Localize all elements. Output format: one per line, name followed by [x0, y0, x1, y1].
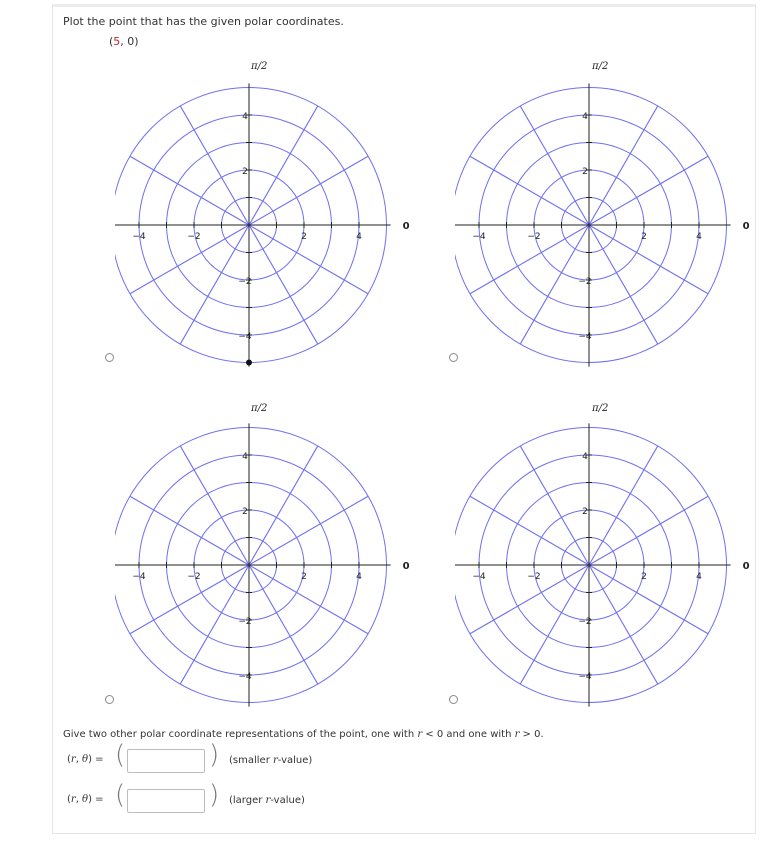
- polar-plot-a: [115, 75, 415, 375]
- zero-angle-label: 0: [742, 561, 750, 572]
- radial-line-150: [130, 156, 249, 225]
- close-paren: ): [209, 780, 220, 810]
- y-tick-label: −2: [578, 277, 592, 287]
- radial-line-300: [249, 565, 318, 684]
- open-paren: (: [115, 780, 126, 810]
- smaller-r-note: (smaller r-value): [229, 755, 313, 766]
- polar-plot-c: [115, 415, 415, 715]
- given-r-value: 5: [113, 35, 121, 48]
- radial-line-60: [249, 446, 318, 565]
- open-paren: (: [115, 740, 126, 770]
- pi-half-label-d: π/2: [592, 403, 609, 414]
- y-tick-label: −4: [238, 672, 252, 682]
- smaller-r-input[interactable]: [127, 749, 205, 773]
- radial-line-30: [589, 156, 708, 225]
- radial-line-300: [249, 225, 318, 344]
- radial-line-120: [520, 106, 589, 225]
- y-tick-label: −4: [238, 332, 252, 342]
- x-tick-label: −2: [527, 232, 541, 242]
- y-tick-label: 2: [242, 167, 248, 177]
- question-card: [52, 4, 756, 834]
- choice-radio-d[interactable]: [449, 695, 458, 704]
- y-tick-label: −4: [578, 672, 592, 682]
- x-tick-label: 2: [301, 232, 307, 242]
- radial-line-150: [470, 496, 589, 565]
- choice-radio-b[interactable]: [449, 353, 458, 362]
- r-symbol: r: [514, 729, 520, 740]
- x-tick-label: 2: [641, 572, 647, 582]
- radial-line-30: [249, 496, 368, 565]
- radial-line-120: [180, 446, 249, 565]
- larger-r-note: (larger r-value): [229, 795, 305, 806]
- r-theta-label: (r, θ) =: [67, 794, 104, 805]
- radial-line-330: [249, 225, 368, 294]
- pi-half-label-b: π/2: [592, 61, 609, 72]
- x-tick-label: −4: [472, 232, 486, 242]
- y-tick-label: 2: [582, 507, 588, 517]
- pi-half-label-a: π/2: [251, 61, 268, 72]
- radial-line-60: [249, 106, 318, 225]
- x-tick-label: 2: [641, 232, 647, 242]
- x-tick-label: −2: [527, 572, 541, 582]
- answer-row-smaller: [53, 740, 453, 777]
- radial-line-120: [180, 106, 249, 225]
- zero-angle-label: 0: [742, 221, 750, 232]
- answer-row-larger: [53, 780, 453, 817]
- radial-line-150: [130, 496, 249, 565]
- radial-line-330: [249, 565, 368, 634]
- radial-line-330: [589, 565, 708, 634]
- radial-line-300: [589, 225, 658, 344]
- r-theta-label: (r, θ) =: [67, 754, 104, 765]
- y-tick-label: 4: [582, 112, 588, 122]
- radial-line-30: [589, 496, 708, 565]
- close-paren: ): [209, 740, 220, 770]
- y-tick-label: −2: [238, 617, 252, 627]
- given-open: (: [109, 35, 114, 48]
- radial-line-60: [589, 106, 658, 225]
- plotted-point: [246, 360, 252, 366]
- y-tick-label: 2: [242, 507, 248, 517]
- x-tick-label: 4: [356, 232, 362, 242]
- condition-negative: < 0 and one with: [422, 729, 515, 740]
- y-tick-label: 4: [582, 452, 588, 462]
- radial-line-300: [589, 565, 658, 684]
- x-tick-label: −4: [472, 572, 486, 582]
- pi-half-label-c: π/2: [251, 403, 268, 414]
- x-tick-label: 2: [301, 572, 307, 582]
- zero-angle-label: 0: [402, 221, 410, 232]
- choice-radio-a[interactable]: [105, 353, 114, 362]
- y-tick-label: 4: [242, 452, 248, 462]
- x-tick-label: −4: [132, 232, 146, 242]
- x-tick-label: −2: [187, 572, 201, 582]
- radial-line-330: [589, 225, 708, 294]
- follow-up-instruction: [63, 729, 544, 740]
- radial-line-30: [249, 156, 368, 225]
- x-tick-label: −4: [132, 572, 146, 582]
- choice-radio-c[interactable]: [105, 695, 114, 704]
- y-tick-label: 2: [582, 167, 588, 177]
- polar-plot-d: [455, 415, 755, 715]
- condition-positive: > 0.: [519, 729, 544, 740]
- given-coordinates: [109, 35, 139, 48]
- x-tick-label: −2: [187, 232, 201, 242]
- larger-r-input[interactable]: [127, 789, 205, 813]
- instruction-text: Give two other polar coordinate representations of the point, one with: [63, 729, 418, 740]
- question-prompt: Plot the point that has the given polar coordinates.: [63, 15, 344, 28]
- y-tick-label: 4: [242, 112, 248, 122]
- radial-line-120: [520, 446, 589, 565]
- given-rest: , 0): [120, 35, 139, 48]
- y-tick-label: −4: [578, 332, 592, 342]
- x-tick-label: 4: [696, 572, 702, 582]
- zero-angle-label: 0: [402, 561, 410, 572]
- r-symbol: r: [417, 729, 423, 740]
- y-tick-label: −2: [238, 277, 252, 287]
- polar-plot-b: [455, 75, 755, 375]
- x-tick-label: 4: [696, 232, 702, 242]
- radial-line-150: [470, 156, 589, 225]
- y-tick-label: −2: [578, 617, 592, 627]
- x-tick-label: 4: [356, 572, 362, 582]
- radial-line-60: [589, 446, 658, 565]
